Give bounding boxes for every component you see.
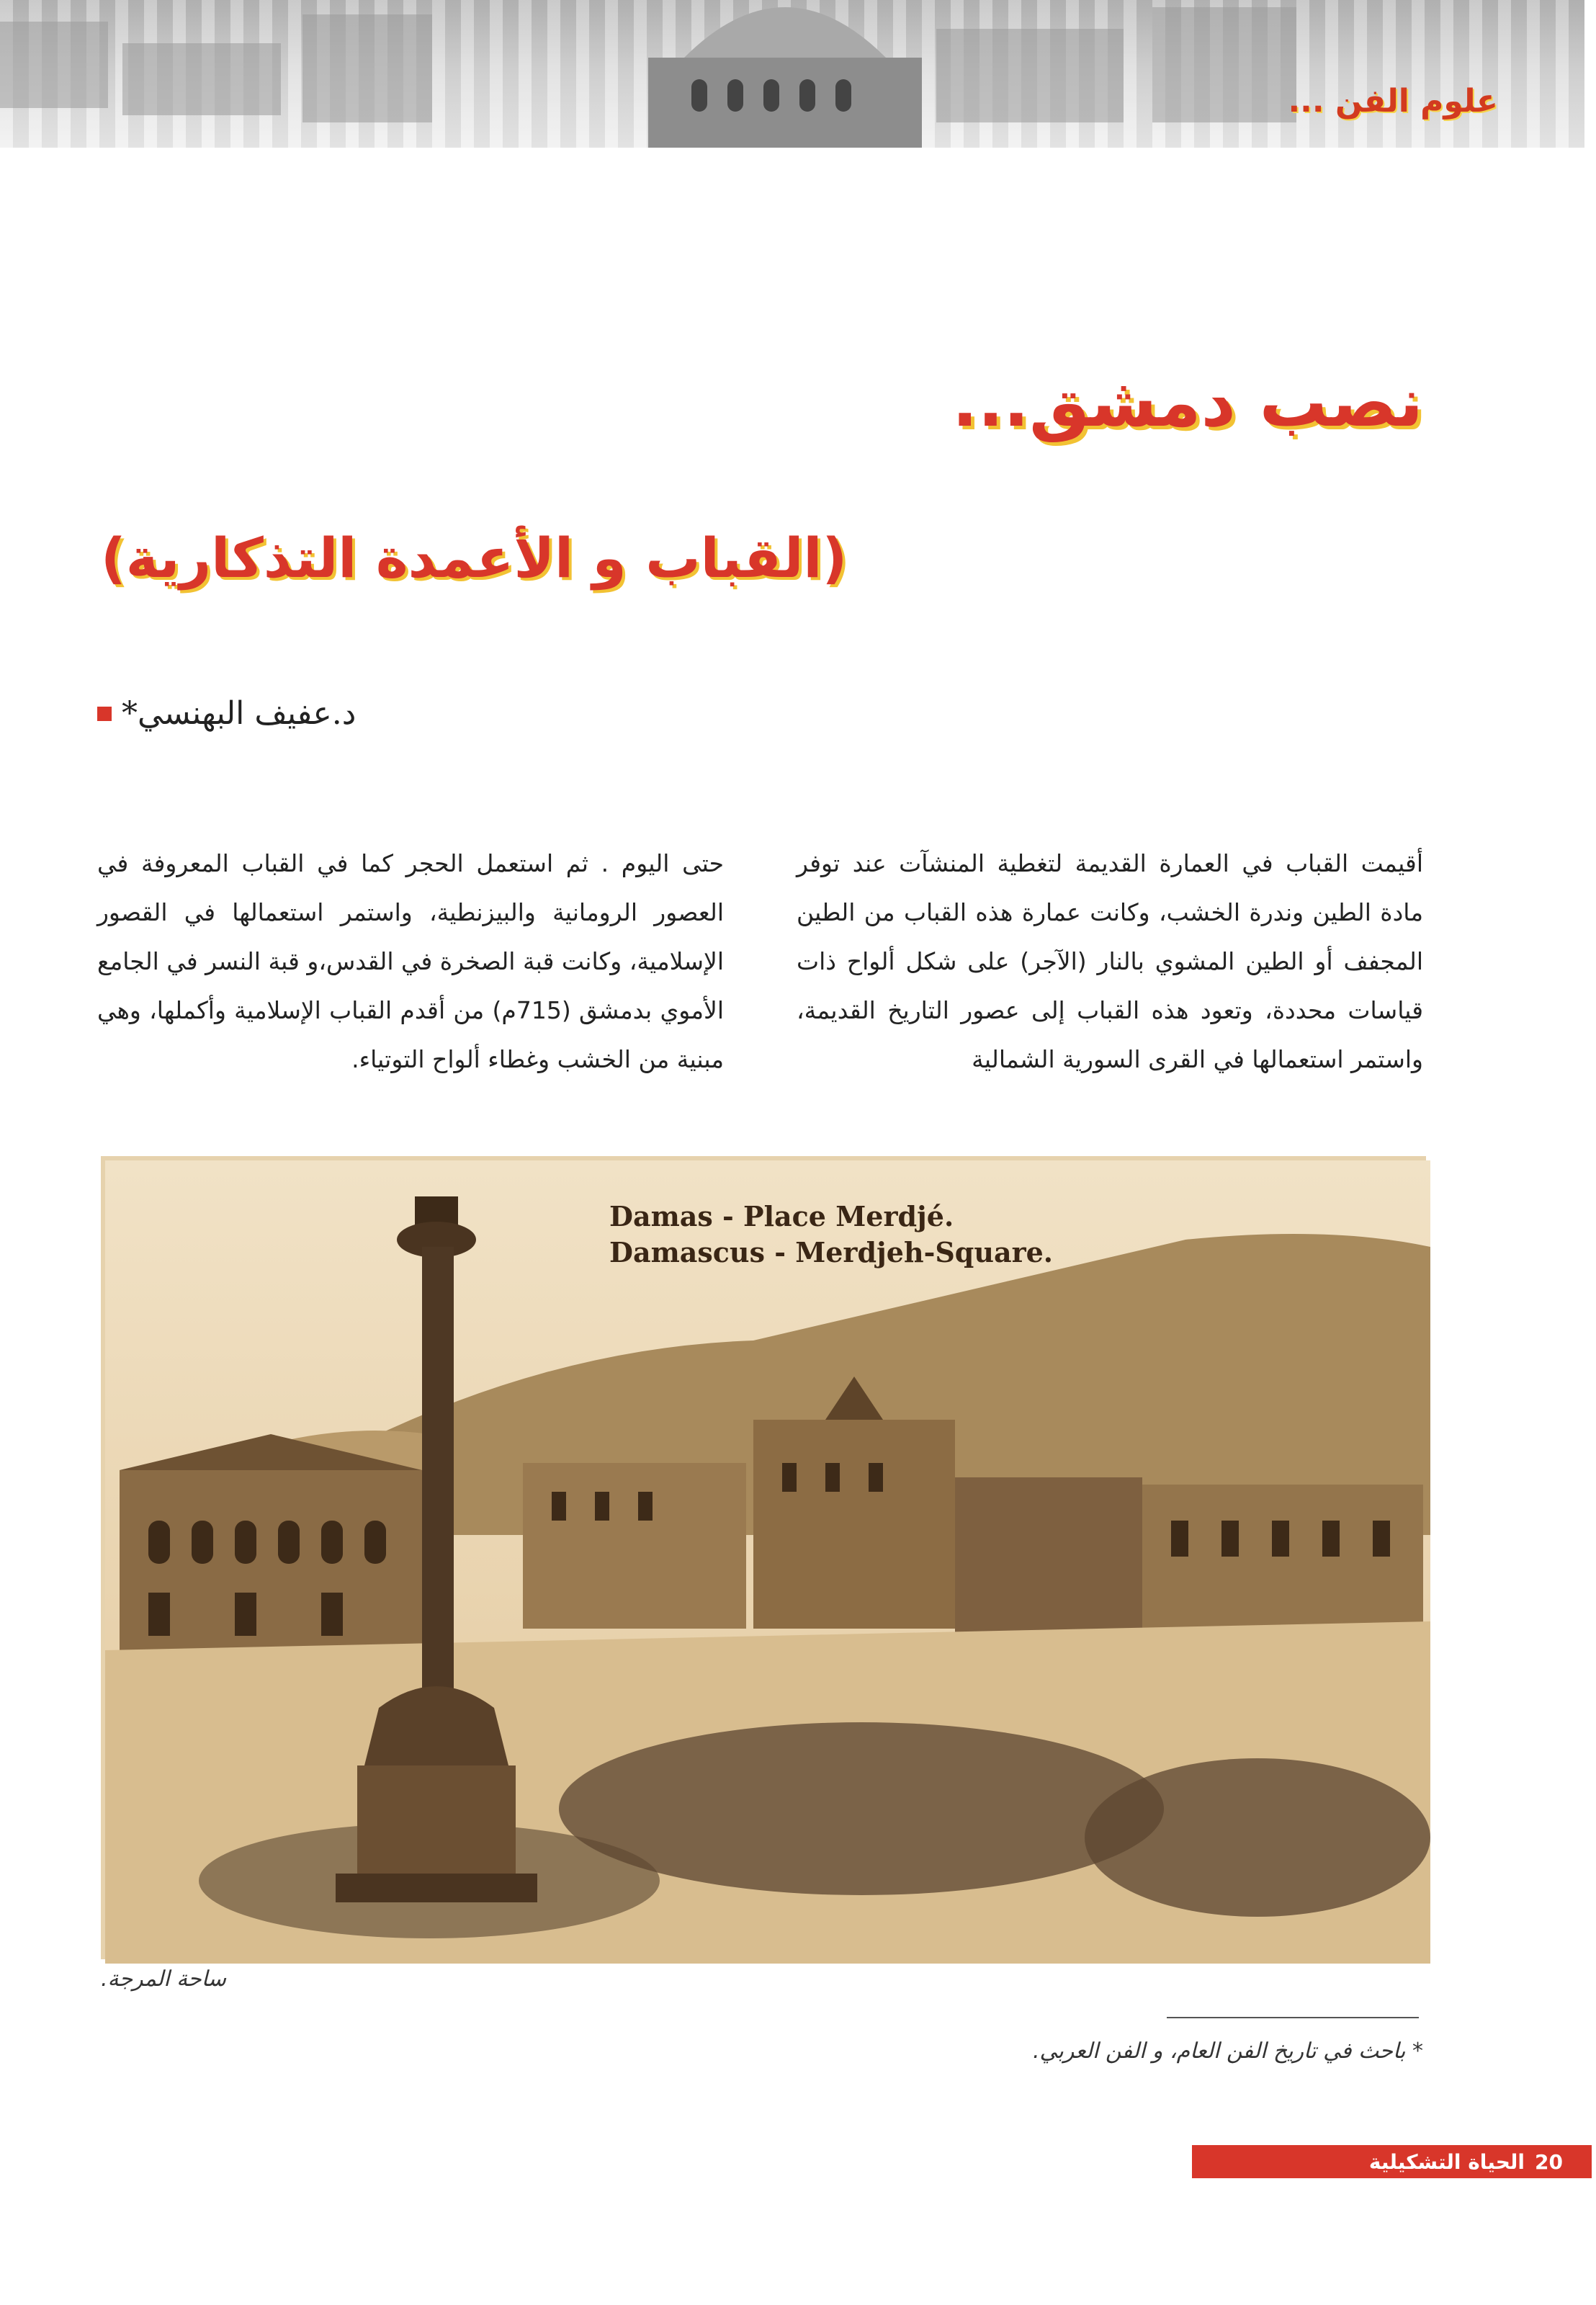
body-column-left: حتى اليوم . ثم استعمل الحجر كما في القباب المعروفة في العصور الرومانية والبيزنطية، واستمر استعمالها في القصور الإسلامية، وكانت قبة الصخرة في القدس،و قبة النسر في الجامع الأموي بدمشق (715م) من أقدم القباب الإسلامية وأكملها، وهي مبنية من الخشب وغطاء ألواح التوتياء.	[97, 849, 725, 1073]
body-column-right: أقيمت القباب في العمارة القديمة لتغطية المنشآت عند توفر مادة الطين وندرة الخشب، وكانت عمارة هذه القباب من الطين المجفف أو الطين المشوي بالنار (الآجر) على شكل ألواح ذات قياسات محددة، وتعود هذه القباب إلى عصور التاريخ القديمة، واستمر استعمالها في القرى السورية الشمالية	[797, 849, 1423, 1073]
page-number: 20	[1535, 2149, 1563, 2174]
square-bullet-icon	[97, 707, 112, 721]
author-footnote: * باحث في تاريخ الفن العام، و الفن العربي.	[1032, 2038, 1423, 2064]
photo-caption: ساحة المرجة.	[101, 1966, 226, 1992]
dome-illustration	[619, 0, 951, 148]
section-label: علوم الفن ...	[1288, 83, 1498, 120]
postcard-title-french: Damas - Place Merdjé.	[609, 1200, 954, 1232]
section-dots: ...	[1288, 83, 1324, 120]
postcard-title-english: Damascus - Merdjeh-Square.	[609, 1236, 1054, 1268]
footer-bar	[1192, 2145, 1592, 2178]
author-name: د.عفيف البهنسي*	[122, 695, 357, 732]
article-subtitle: (القباب و الأعمدة التذكارية)	[101, 526, 848, 590]
header-banner-image	[0, 0, 1584, 148]
merdjeh-square-illustration	[105, 1160, 1430, 1964]
magazine-name: الحياة التشكيلية	[1368, 2149, 1525, 2174]
historic-postcard-photo	[101, 1156, 1426, 1959]
footnote-divider	[1167, 2017, 1419, 2018]
author-line	[97, 695, 356, 732]
article-title: نصب دمشق...	[951, 364, 1423, 442]
